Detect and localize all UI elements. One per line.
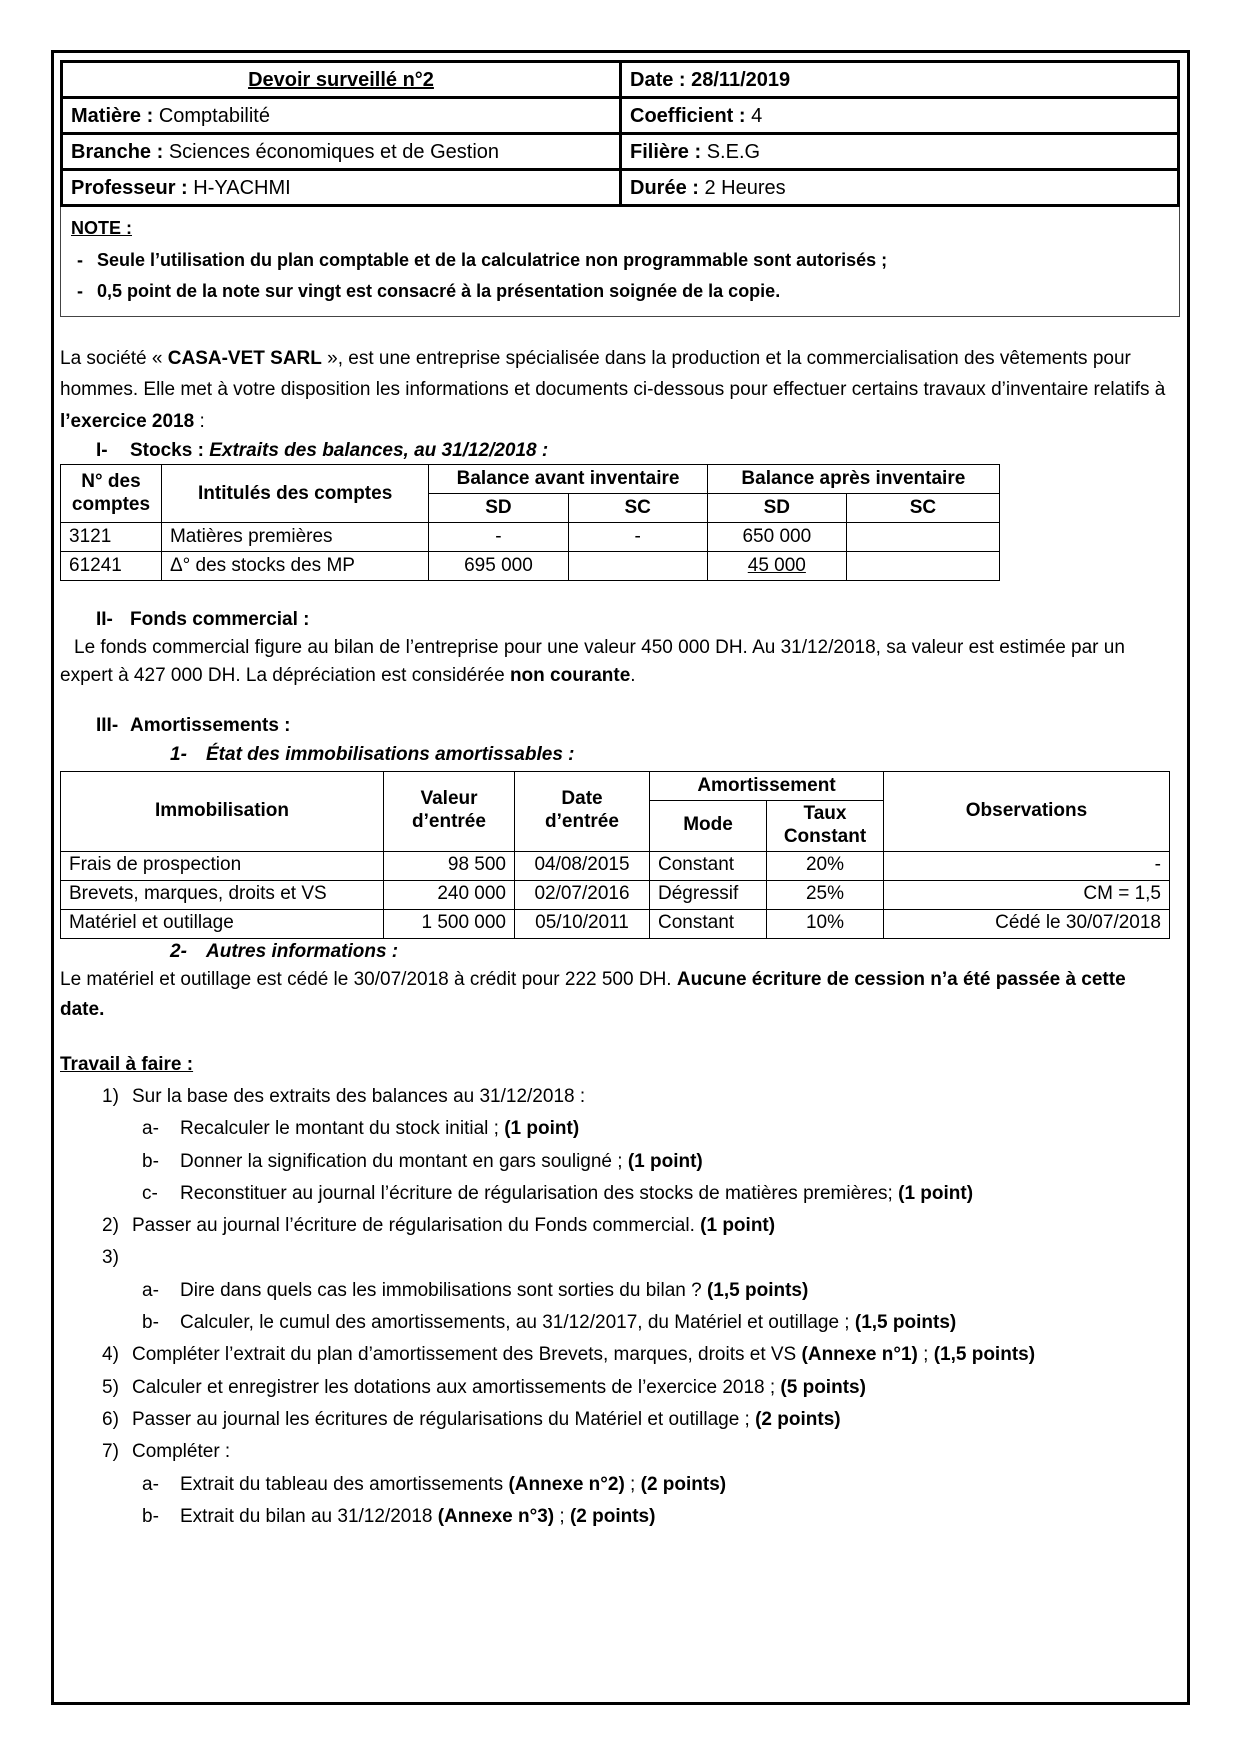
list-item: 4) Compléter l’extrait du plan d’amortissement des Brevets, marques, droits et VS (Annexe n°1) ; (1,5 points) bbox=[102, 1344, 1036, 1366]
table-row: Frais de prospection 98 500 04/08/2015 Constant 20% - bbox=[61, 851, 1170, 880]
list-item: a- Dire dans quels cas les immobilisations sont sorties du bilan ? (1,5 points) bbox=[142, 1279, 809, 1301]
header-row: Professeur : H-YACHMI Durée : 2 Heures bbox=[62, 170, 1179, 206]
exam-header-table bbox=[60, 60, 1180, 207]
fonds-paragraph: Le fonds commercial figure au bilan de l’entreprise pour une valeur 450 000 DH. Au 31/12/2018, sa valeur est estimée par un expert à 427 000 DH. La dépréciation est considérée non courante. bbox=[60, 637, 1125, 686]
list-item: a- Extrait du tableau des amortissements (Annexe n°2) ; (2 points) bbox=[142, 1473, 727, 1495]
stocks-table: N° des comptes Intitulés des comptes Balance avant inventaire Balance après inventaire SD SC SD SC 3121 Matières premières - - 650 000 61241 Δ° des stocks des MP 695 000 45 000 bbox=[60, 464, 1000, 581]
exam-date: Date : 28/11/2019 bbox=[621, 62, 1179, 98]
list-item: b- Calculer, le cumul des amortissements, au 31/12/2017, du Matériel et outillage ; (1,5 points) bbox=[142, 1312, 957, 1334]
document-body bbox=[60, 60, 1170, 1533]
underlined-amount: 45 000 bbox=[707, 552, 846, 581]
note-item: - 0,5 point de la note sur vingt est consacré à la présentation soignée de la copie. bbox=[77, 281, 781, 301]
note-box bbox=[60, 207, 1180, 317]
todo-title: Travail à faire : bbox=[60, 1054, 194, 1076]
header-row: Branche : Sciences économiques et de Gestion Filière : S.E.G bbox=[62, 134, 1179, 170]
list-item: b- Extrait du bilan au 31/12/2018 (Annexe n°3) ; (2 points) bbox=[142, 1505, 656, 1527]
exam-title: Devoir surveillé n°2 bbox=[62, 62, 621, 98]
note-title: NOTE : bbox=[71, 218, 132, 238]
section-stocks-title: I- Stocks : Extraits des balances, au 31/12/2018 : bbox=[96, 439, 549, 461]
list-item: 5) Calculer et enregistrer les dotations aux amortissements de l’exercice 2018 ; (5 points) bbox=[102, 1376, 866, 1398]
immobilisations-table: Immobilisation Valeur d’entrée Date d’entrée Amortissement Observations Mode Taux Constant Frais de prospection 98 500 04/08/2015 Constant 20% - Brevets, marques, droits et VS 240 000 02/07/2016 Dégressif 25% CM = 1,5 Matériel et outillage 1 500 000 05/10/2011 Constant 10% Cédé le 30/07/2018 bbox=[60, 771, 1170, 939]
list-item: 3) bbox=[102, 1247, 119, 1269]
section-fonds-title: II- Fonds commercial : bbox=[96, 609, 310, 631]
intro-paragraph: La société « CASA-VET SARL », est une entreprise spécialisée dans la production et la commercialisation des vêtements pour hommes. Elle met à votre disposition les informations et documents ci-dessous pour effectuer certains travaux d’inventaire relatifs à l’exercice 2018 : bbox=[60, 347, 1166, 432]
amort-sub2-title: 2- Autres informations : bbox=[170, 940, 399, 962]
other-info-paragraph: Le matériel et outillage est cédé le 30/07/2018 à crédit pour 222 500 DH. Aucune écriture de cession n’a été passée à cette date. bbox=[60, 969, 1126, 1020]
table-row: Matériel et outillage 1 500 000 05/10/2011 Constant 10% Cédé le 30/07/2018 bbox=[61, 909, 1170, 938]
amort-sub1-title: 1- État des immobilisations amortissables : bbox=[170, 744, 575, 766]
list-item: c- Reconstituer au journal l’écriture de régularisation des stocks de matières premières; (1 point) bbox=[142, 1182, 974, 1204]
table-row: 3121 Matières premières - - 650 000 bbox=[61, 523, 1000, 552]
list-item: 7) Compléter : bbox=[102, 1441, 231, 1463]
table-row: Brevets, marques, droits et VS 240 000 02/07/2016 Dégressif 25% CM = 1,5 bbox=[61, 880, 1170, 909]
header-row: Matière : Comptabilité Coefficient : 4 bbox=[62, 98, 1179, 134]
list-item: b- Donner la signification du montant en gars souligné ; (1 point) bbox=[142, 1150, 703, 1172]
list-item: 6) Passer au journal les écritures de régularisations du Matériel et outillage ; (2 points) bbox=[102, 1408, 841, 1430]
section-amort-title: III- Amortissements : bbox=[96, 715, 291, 737]
todo-list bbox=[60, 1081, 1170, 1533]
table-row: 61241 Δ° des stocks des MP 695 000 45 000 bbox=[61, 552, 1000, 581]
list-item: 2) Passer au journal l’écriture de régularisation du Fonds commercial. (1 point) bbox=[102, 1215, 776, 1237]
note-item: - Seule l’utilisation du plan comptable et de la calculatrice non programmable sont autorisés ; bbox=[77, 249, 888, 270]
list-item: 1) Sur la base des extraits des balances au 31/12/2018 : bbox=[102, 1086, 586, 1107]
list-item: a- Recalculer le montant du stock initial ; (1 point) bbox=[142, 1118, 580, 1140]
